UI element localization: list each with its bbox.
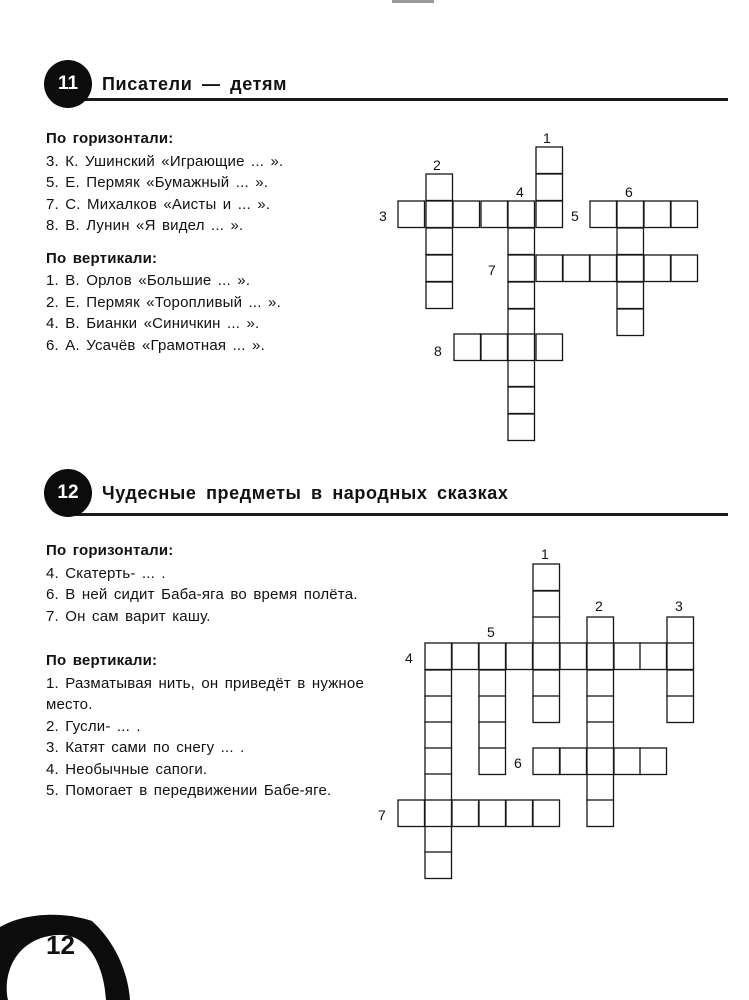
grid-cell[interactable] [425, 722, 452, 749]
grid-cell[interactable] [533, 591, 560, 618]
grid-cell[interactable] [479, 643, 506, 670]
grid-cell[interactable] [479, 696, 506, 723]
grid-cell[interactable] [667, 643, 694, 670]
grid-cell[interactable] [587, 670, 614, 697]
grid-cell[interactable] [614, 643, 641, 670]
across-heading: По горизонтали: [46, 130, 174, 147]
grid-number-8: 8 [434, 343, 442, 359]
grid-cell[interactable] [667, 696, 694, 723]
across-heading: По горизонтали: [46, 542, 174, 559]
grid-cell[interactable] [533, 617, 560, 644]
grid-number-1: 1 [543, 130, 551, 146]
clue-across-7: 7. С. Михалков «Аисты и ... ». [46, 195, 271, 213]
grid-cell[interactable] [533, 643, 560, 670]
grid-number-4: 4 [405, 650, 413, 666]
grid-cell[interactable] [614, 748, 641, 775]
clue-down-4: 4. Необычные сапоги. [46, 760, 208, 778]
grid-cell[interactable] [533, 800, 560, 827]
section-11-number: 11 [44, 60, 92, 108]
grid-cell[interactable] [640, 643, 667, 670]
grid-cell[interactable] [425, 852, 452, 879]
section-12-number: 12 [44, 469, 92, 517]
clue-down-5: 5. Помогает в передвижении Бабе-яге. [46, 782, 332, 799]
grid-cell[interactable] [425, 826, 452, 853]
grid-number-3: 3 [675, 598, 683, 614]
grid-cell[interactable] [398, 800, 425, 827]
page-number: 12 [46, 930, 75, 960]
grid-number-6: 6 [514, 755, 522, 771]
grid-cell[interactable] [425, 774, 452, 801]
clue-down-3: 3. Катят сами по снегу ... . [46, 739, 245, 756]
clue-down-4: 4. В. Бианки «Синичкин ... ». [46, 315, 260, 332]
grid-number-7: 7 [488, 262, 496, 278]
grid-cell[interactable] [640, 748, 667, 775]
grid-number-5: 5 [487, 624, 495, 640]
grid-cell[interactable] [479, 670, 506, 697]
grid-cell[interactable] [452, 800, 479, 827]
grid-cell[interactable] [479, 748, 506, 775]
section-12-title: Чудесные предметы в народных сказках [102, 482, 509, 503]
clue-down-2: 2. Е. Пермяк «Торопливый ... ». [46, 293, 281, 311]
grid-cell[interactable] [587, 617, 614, 644]
clue-across-4: 4. Скатерть- ... . [46, 564, 166, 582]
clue-across-7: 7. Он сам варит кашу. [46, 607, 211, 625]
grid-number-6: 6 [625, 184, 633, 200]
grid-cell[interactable] [425, 748, 452, 775]
grid-cell[interactable] [533, 696, 560, 723]
grid-cell[interactable] [587, 748, 614, 775]
grid-cell[interactable] [587, 800, 614, 827]
grid-cell[interactable] [533, 564, 560, 591]
grid-cell[interactable] [560, 643, 587, 670]
clue-down-6: 6. А. Усачёв «Грамотная ... ». [46, 336, 265, 354]
clue-across-8: 8. В. Лунин «Я видел ... ». [46, 217, 244, 234]
clue-down-2: 2. Гусли- ... . [46, 717, 141, 735]
grid-cell[interactable] [425, 800, 452, 827]
clue-across-6: 6. В ней сидит Баба-яга во время полёта. [46, 586, 358, 603]
grid-cell[interactable] [667, 617, 694, 644]
grid-number-4: 4 [516, 184, 524, 200]
clue-down-1: 1. Разматывая нить, он приведёт в нужное место. [46, 674, 365, 713]
grid-cell[interactable] [506, 800, 533, 827]
section-11-title: Писатели — детям [102, 73, 288, 94]
grid-cell[interactable] [587, 722, 614, 749]
clue-across-3: 3. К. Ушинский «Играющие ... ». [46, 152, 284, 170]
grid-cell[interactable] [533, 670, 560, 697]
grid-cell[interactable] [533, 748, 560, 775]
grid-cell[interactable] [425, 670, 452, 697]
grid-number-2: 2 [595, 598, 603, 614]
down-heading: По вертикали: [46, 652, 158, 669]
clue-across-5: 5. Е. Пермяк «Бумажный ... ». [46, 174, 269, 191]
grid-number-7: 7 [378, 807, 386, 823]
grid-number-3: 3 [379, 208, 387, 224]
grid-cell[interactable] [452, 643, 479, 670]
grid-cell[interactable] [560, 748, 587, 775]
grid-cell[interactable] [587, 696, 614, 723]
grid-cell[interactable] [425, 696, 452, 723]
down-heading: По вертикали: [46, 249, 158, 267]
grid-cell[interactable] [479, 722, 506, 749]
grid-number-5: 5 [571, 208, 579, 224]
grid-number-2: 2 [433, 157, 441, 173]
grid-cell[interactable] [425, 643, 452, 670]
grid-cell[interactable] [587, 643, 614, 670]
grid-cell[interactable] [506, 643, 533, 670]
grid-number-1: 1 [541, 546, 549, 562]
clue-down-1: 1. В. Орлов «Большие ... ». [46, 272, 251, 289]
grid-cell[interactable] [667, 670, 694, 697]
grid-cell[interactable] [479, 800, 506, 827]
grid-cell[interactable] [587, 774, 614, 801]
